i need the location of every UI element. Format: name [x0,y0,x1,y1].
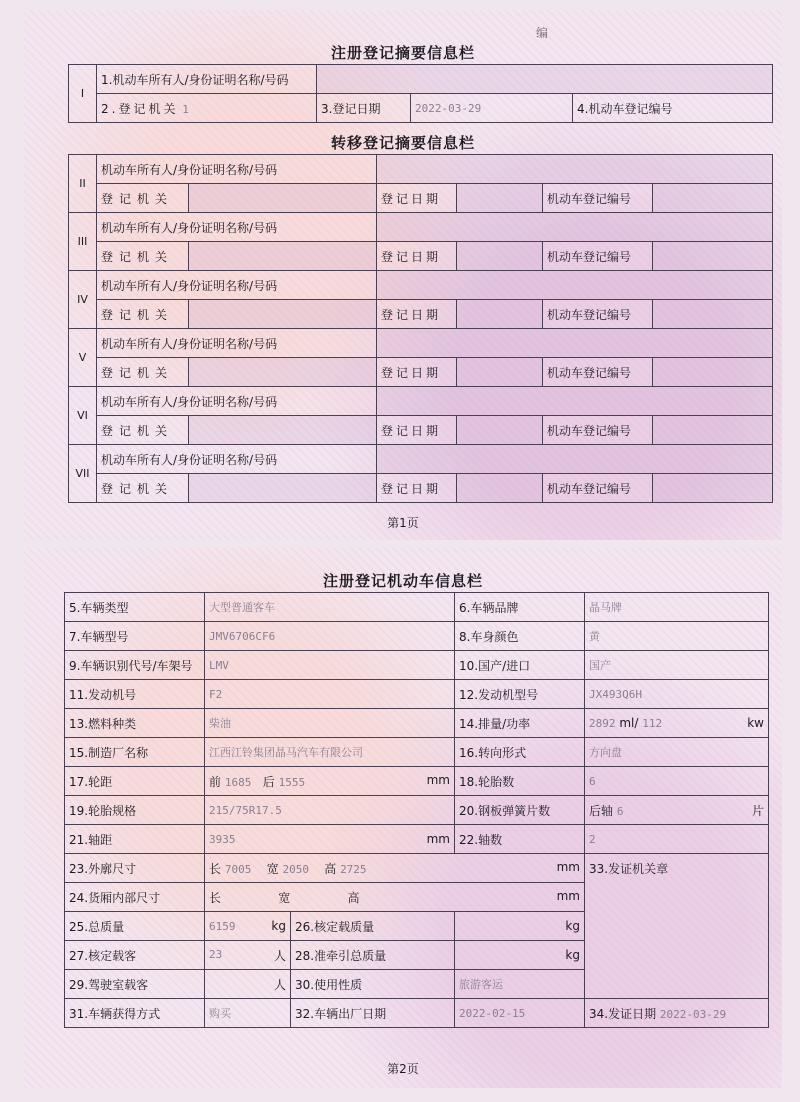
cargo-length-label: 长 [209,890,222,905]
transfer-authority-label: 登记机关 [97,184,189,213]
authority-value: 1 [182,102,189,116]
tire-spec-value: 215/75R17.5 [205,796,455,825]
displacement-unit: ml/ [619,716,639,730]
transfer-date-label: 登记日期 [377,300,457,329]
vehicle-type-value: 大型普通客车 [205,593,455,622]
color-label: 8.车身颜色 [455,622,585,651]
track-cell [205,767,455,796]
transfer-code-value [653,242,773,271]
date-label: 3.登记日期 [317,94,411,123]
transfer-owner-label: 机动车所有人/身份证明名称/号码 [97,445,377,474]
vehicle-info-table [64,592,769,1028]
vin-label: 9.车辆识别代号/车架号 [65,651,205,680]
issue-date-label: 34.发证日期 [589,1006,657,1021]
towing-mass-cell [455,941,585,970]
engine-model-value: JX493Q6H [585,680,769,709]
outer-width-value: 2050 [282,862,309,876]
power-unit: kw [747,716,764,730]
transfer-authority-label: 登记机关 [97,242,189,271]
fuel-label: 13.燃料种类 [65,709,205,738]
rated-passengers-cell [205,941,291,970]
track-rear-label: 后 [262,774,275,789]
transfer-owner-value [377,329,773,358]
gross-mass-value: 6159 [209,920,236,933]
roman-numeral: VI [69,387,97,445]
transfer-code-label: 机动车登记编号 [543,184,653,213]
issue-date-cell [585,999,769,1028]
transfer-authority-value [189,416,377,445]
transfer-owner-label: 机动车所有人/身份证明名称/号码 [97,271,377,300]
stamp-text: 编 [536,26,549,40]
transfer-code-label: 机动车登记编号 [543,474,653,503]
outer-length-label: 长 [209,861,222,876]
transfer-authority-label: 登记机关 [97,416,189,445]
owner-value [317,65,773,94]
vehicle-type-label: 5.车辆类型 [65,593,205,622]
transfer-authority-value [189,242,377,271]
transfer-summary-table [68,154,773,503]
wheelbase-unit: mm [426,832,450,846]
transfer-date-label: 登记日期 [377,416,457,445]
usage-label: 30.使用性质 [291,970,455,999]
transfer-owner-row [69,445,773,474]
transfer-date-value [457,358,543,387]
cargo-dimensions-cell [205,883,585,912]
wheelbase-value: 3935 [209,833,236,846]
roman-numeral: I [69,65,97,123]
transfer-date-label: 登记日期 [377,242,457,271]
transfer-authority-label: 登记机关 [97,300,189,329]
tire-count-value: 6 [585,767,769,796]
track-front-label: 前 [209,774,222,789]
issue-date-value: 2022-03-29 [659,1007,727,1021]
engine-no-label: 11.发动机号 [65,680,205,709]
wheelbase-label: 21.轴距 [65,825,205,854]
transfer-owner-value [377,213,773,242]
fuel-value: 柴油 [205,709,455,738]
displacement-value: 2892 [589,717,616,730]
registration-summary-title: 注册登记摘要信息栏 [330,44,475,62]
rated-passengers-unit: 人 [273,948,286,963]
transfer-authority-value [189,300,377,329]
cargo-width-label: 宽 [278,890,291,905]
transfer-owner-label: 机动车所有人/身份证明名称/号码 [97,213,377,242]
transfer-owner-row [69,213,773,242]
transfer-authority-label: 登记机关 [97,358,189,387]
transfer-date-value [457,242,543,271]
steering-label: 16.转向形式 [455,738,585,767]
transfer-code-label: 机动车登记编号 [543,300,653,329]
origin-value: 国产 [585,651,769,680]
transfer-owner-label: 机动车所有人/身份证明名称/号码 [97,329,377,358]
steering-value: 方向盘 [585,738,769,767]
displacement-cell [585,709,769,738]
manufacturer-label: 15.制造厂名称 [65,738,205,767]
transfer-date-label: 登记日期 [377,358,457,387]
tire-count-label: 18.轮胎数 [455,767,585,796]
transfer-code-label: 机动车登记编号 [543,242,653,271]
cab-passengers-unit: 人 [273,977,286,992]
brand-value: 晶马牌 [585,593,769,622]
leaf-spring-rear-label: 后轴 [589,803,614,818]
roman-numeral: IV [69,271,97,329]
color-value: 黄 [585,622,769,651]
roman-numeral: II [69,155,97,213]
acquisition-label: 31.车辆获得方式 [65,999,205,1028]
transfer-detail-row [69,358,773,387]
transfer-owner-row [69,155,773,184]
manufacturer-value: 江西江铃集团晶马汽车有限公司 [205,738,455,767]
transfer-detail-row [69,242,773,271]
transfer-summary-title: 转移登记摘要信息栏 [330,134,475,152]
towing-mass-unit: kg [565,948,580,962]
gross-mass-label: 25.总质量 [65,912,205,941]
transfer-code-value [653,300,773,329]
authority-label: 2.登记机关 [101,101,179,116]
issuer-seal-label: 33.发证机关章 [589,862,669,876]
transfer-owner-value [377,271,773,300]
transfer-owner-value [377,445,773,474]
vin-value: LMV [205,651,455,680]
rated-load-cell [455,912,585,941]
outer-height-label: 高 [324,861,337,876]
cargo-height-label: 高 [347,890,360,905]
transfer-authority-value [189,358,377,387]
date-value: 2022-03-29 [411,94,573,123]
acquisition-value: 购买 [205,999,291,1028]
engine-no-value: F2 [205,680,455,709]
transfer-date-label: 登记日期 [377,474,457,503]
roman-numeral: III [69,213,97,271]
transfer-date-label: 登记日期 [377,184,457,213]
transfer-owner-row [69,387,773,416]
registration-summary-table [68,64,773,123]
transfer-code-value [653,474,773,503]
leaf-spring-unit: 片 [751,803,764,818]
outer-dimensions-label: 23.外廓尺寸 [65,854,205,883]
transfer-date-value [457,184,543,213]
transfer-code-value [653,358,773,387]
page-1 [24,10,782,540]
outer-height-value: 2725 [340,862,367,876]
issuer-seal-cell [585,854,769,999]
vehicle-info-title: 注册登记机动车信息栏 [322,572,483,590]
authority-cell [97,94,317,123]
track-front-value: 1685 [224,775,252,789]
owner-label: 1.机动车所有人/身份证明名称/号码 [97,65,317,94]
transfer-code-value [653,184,773,213]
transfer-owner-row [69,329,773,358]
tire-spec-label: 19.轮胎规格 [65,796,205,825]
transfer-date-value [457,300,543,329]
rated-load-label: 26.核定载质量 [291,912,455,941]
transfer-code-label: 机动车登记编号 [543,416,653,445]
transfer-owner-value [377,387,773,416]
transfer-authority-label: 登记机关 [97,474,189,503]
rated-passengers-label: 27.核定载客 [65,941,205,970]
roman-numeral: V [69,329,97,387]
outer-width-label: 宽 [266,861,279,876]
roman-numeral: VII [69,445,97,503]
transfer-detail-row [69,474,773,503]
page-number-1: 第1页 [387,516,419,530]
track-label: 17.轮距 [65,767,205,796]
transfer-owner-row [69,271,773,300]
wheelbase-cell [205,825,455,854]
page-number-2: 第2页 [387,1062,419,1076]
outer-dimensions-unit: mm [556,859,580,874]
leaf-spring-rear-value: 6 [616,804,624,818]
transfer-code-value [653,416,773,445]
track-unit: mm [426,772,450,787]
leaf-spring-label: 20.钢板弹簧片数 [455,796,585,825]
outer-dimensions-cell [205,854,585,883]
axle-count-label: 22.轴数 [455,825,585,854]
model-label: 7.车辆型号 [65,622,205,651]
transfer-owner-label: 机动车所有人/身份证明名称/号码 [97,387,377,416]
rated-load-unit: kg [565,919,580,933]
origin-label: 10.国产/进口 [455,651,585,680]
transfer-date-value [457,416,543,445]
gross-mass-unit: kg [271,919,286,933]
outer-length-value: 7005 [224,862,252,876]
page-2 [24,548,782,1088]
cab-passengers-label: 29.驾驶室载客 [65,970,205,999]
model-value: JMV6706CF6 [205,622,455,651]
usage-value: 旅游客运 [455,970,585,999]
towing-mass-label: 28.准牵引总质量 [291,941,455,970]
transfer-code-label: 机动车登记编号 [543,358,653,387]
engine-model-label: 12.发动机型号 [455,680,585,709]
cargo-dimensions-unit: mm [556,888,580,903]
transfer-authority-value [189,474,377,503]
displacement-label: 14.排量/功率 [455,709,585,738]
cab-passengers-cell [205,970,291,999]
factory-date-value: 2022-02-15 [455,999,585,1028]
transfer-owner-label: 机动车所有人/身份证明名称/号码 [97,155,377,184]
axle-count-value: 2 [585,825,769,854]
transfer-owner-value [377,155,773,184]
transfer-authority-value [189,184,377,213]
transfer-detail-row [69,416,773,445]
leaf-spring-cell [585,796,769,825]
code-label: 4.机动车登记编号 [573,94,773,123]
track-rear-value: 1555 [278,775,306,789]
factory-date-label: 32.车辆出厂日期 [291,999,455,1028]
transfer-date-value [457,474,543,503]
brand-label: 6.车辆品牌 [455,593,585,622]
gross-mass-cell [205,912,291,941]
rated-passengers-value: 23 [209,947,223,961]
cargo-dimensions-label: 24.货厢内部尺寸 [65,883,205,912]
power-value: 112 [642,717,663,730]
transfer-detail-row [69,300,773,329]
transfer-detail-row [69,184,773,213]
